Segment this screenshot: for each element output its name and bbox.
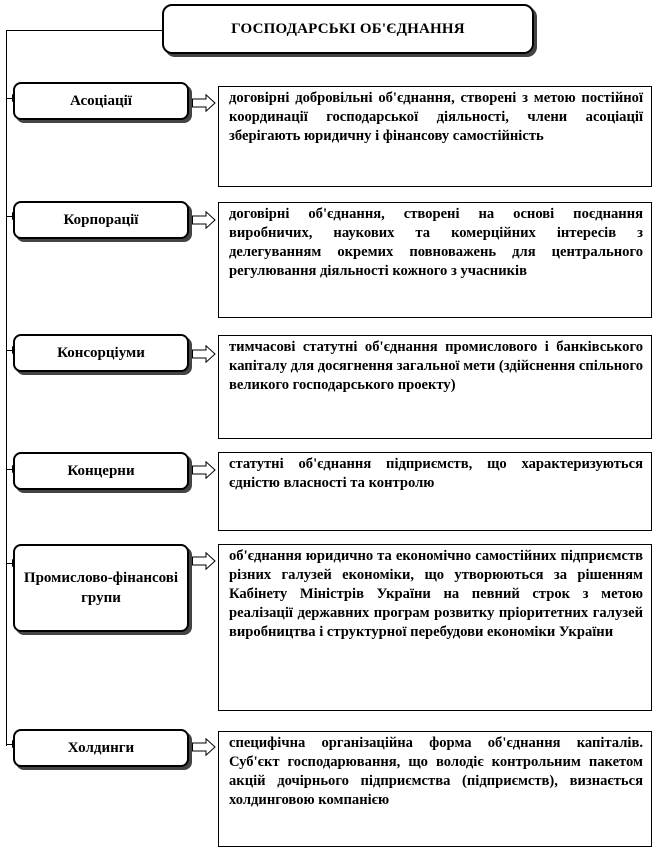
description-box: договірні добровільні об'єднання, створені з метою постійної координації господарської діяльності, члени асоціації зберігають юридичну і фінансову самостійність: [218, 86, 652, 187]
description-box: специфічна організаційна форма об'єднання капіталів. Суб'єкт господарювання, що володіє контрольним пакетом акцій дочірнього підприємства (підприємств), визнається холдинговою компанією: [218, 731, 652, 847]
category-box: Консорціуми: [13, 334, 189, 372]
block-arrow-icon: [192, 738, 216, 756]
description-box: тимчасові статутні об'єднання промислового і банківського капіталу для досягнення загальної мети (здійснення спільного великого господарського проекту): [218, 335, 652, 439]
block-arrow-icon: [192, 552, 216, 570]
block-arrow-icon: [192, 94, 216, 112]
connector-spine: [6, 30, 7, 746]
category-box: Промислово-фінансові групи: [13, 544, 189, 632]
description-box: об'єднання юридично та економічно самостійних підприємств різних галузей економіки, що утворюються за рішенням Кабінету Міністрів України на певний строк з метою реалізації державних програм розвитку пріоритетних галузей виробництва і структурної перебудови економіки України: [218, 544, 652, 711]
block-arrow-icon: [192, 461, 216, 479]
category-box: Корпорації: [13, 201, 189, 239]
category-box: Асоціації: [13, 82, 189, 120]
block-arrow-icon: [192, 211, 216, 229]
connector-line-top: [6, 30, 162, 31]
category-box: Концерни: [13, 452, 189, 490]
category-box: Холдинги: [13, 729, 189, 767]
block-arrow-icon: [192, 345, 216, 363]
description-box: договірні об'єднання, створені на основі поєднання виробничих, наукових та комерційних інтересів з делегуванням окремих повноважень для центрального регулювання діяльності кожного з учасників: [218, 202, 652, 318]
diagram-title: ГОСПОДАРСЬКІ ОБ'ЄДНАННЯ: [162, 4, 534, 54]
description-box: статутні об'єднання підприємств, що характеризуються єдністю власності та контролю: [218, 452, 652, 531]
